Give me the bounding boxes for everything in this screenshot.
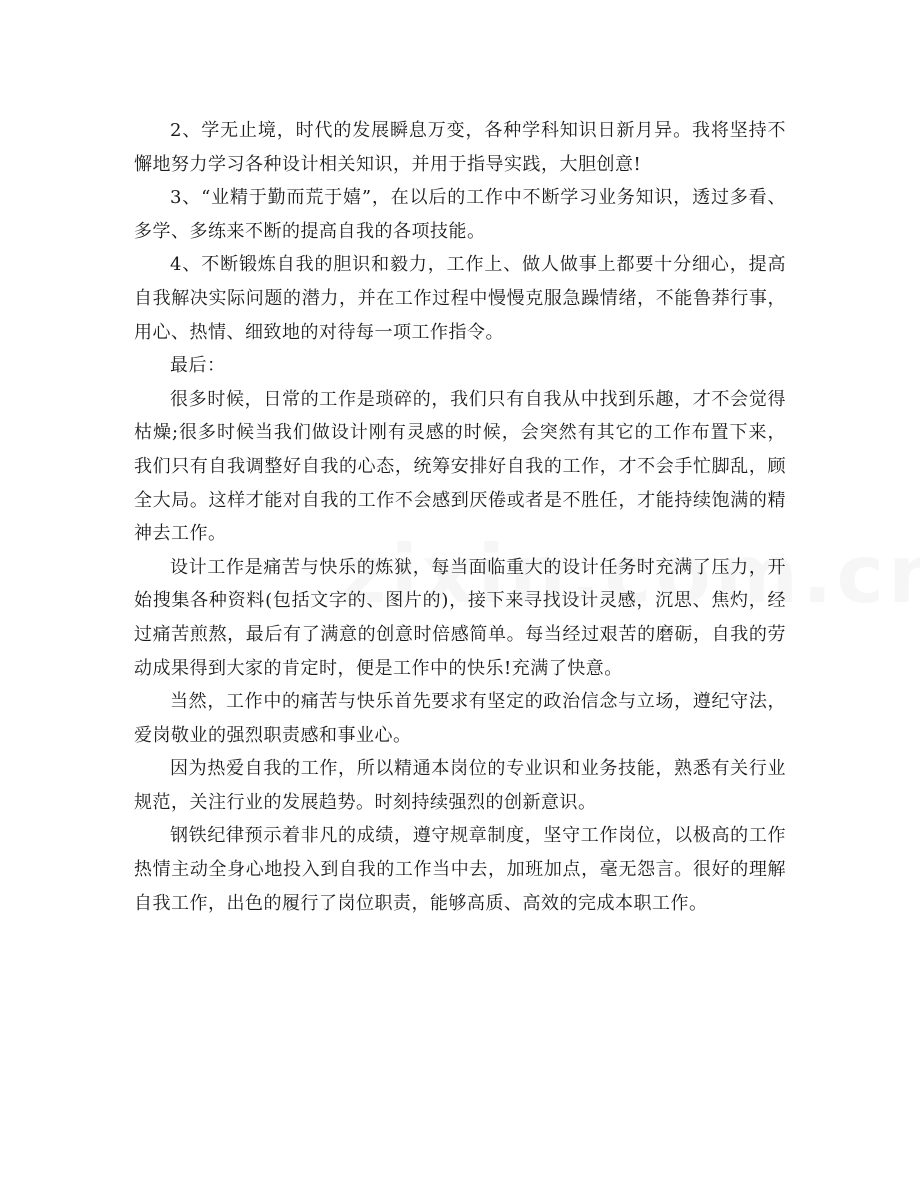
document-body [134,114,786,920]
paragraph-political-belief: 当然，工作中的痛苦与快乐首先要求有坚定的政治信念与立场，遵纪守法，爱岗敬业的强烈职责感和事业心。 [134,691,786,746]
paragraph-love-work: 因为热爱自我的工作，所以精通本岗位的专业识和业务技能，熟悉有关行业规范，关注行业的发展趋势。时刻持续强烈的创新意识。 [134,758,786,813]
paragraph-discipline: 钢铁纪律预示着非凡的成绩，遵守规章制度，坚守工作岗位，以极高的工作热情主动全身心地投入到自我的工作当中去，加班加点，毫无怨言。很好的理解自我工作，出色的履行了岗位职责，能够高质、高效的完成本职工作。 [134,825,786,914]
paragraph-daily-work: 很多时候，日常的工作是琐碎的，我们只有自我从中找到乐趣，才不会觉得枯燥;很多时候当我们做设计刚有灵感的时候，会突然有其它的工作布置下来，我们只有自我调整好自我的心态，统筹安排好自我的工作，才不会手忙脚乱，顾全大局。这样才能对自我的工作不会感到厌倦或者是不胜任，才能持续饱满的精神去工作。 [134,388,786,545]
section-heading-finally: 最后： [170,355,226,377]
paragraph-item-3: 3、“业精于勤而荒于嬉”，在以后的工作中不断学习业务知识，透过多看、多学、多练来不断的提高自我的各项技能。 [134,187,786,242]
paragraph-design-work: 设计工作是痛苦与快乐的炼狱，每当面临重大的设计任务时充满了压力，开始搜集各种资料(包括文字的、图片的)，接下来寻找设计灵感，沉思、焦灼，经过痛苦煎熬，最后有了满意的创意时倍感简单。每当经过艰苦的磨砺，自我的劳动成果得到大家的肯定时，便是工作中的快乐!充满了快意。 [134,556,786,679]
paragraph-item-2: 2、学无止境，时代的发展瞬息万变，各种学科知识日新月异。我将坚持不懈地努力学习各种设计相关知识，并用于指导实践，大胆创意! [134,120,786,175]
paragraph-item-4: 4、不断锻炼自我的胆识和毅力，工作上、做人做事上都要十分细心，提高自我解决实际问题的潜力，并在工作过程中慢慢克服急躁情绪，不能鲁莽行事，用心、热情、细致地的对待每一项工作指令。 [134,254,786,343]
